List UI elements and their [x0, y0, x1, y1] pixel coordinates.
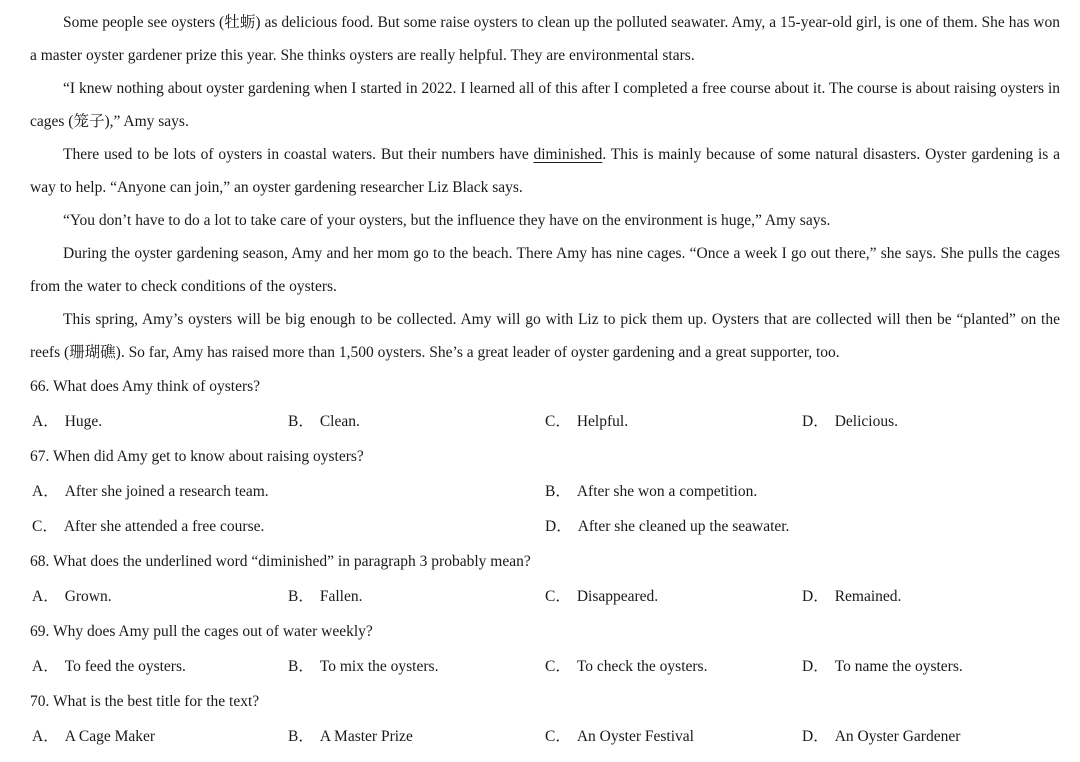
- paragraph-2: “I knew nothing about oyster gardening when I started in 2022. I learned all of this after I completed a free course about it. The course is about raising oysters in cages (笼子),” Amy says.: [30, 80, 1060, 130]
- question-69-option-a[interactable]: [32, 649, 186, 684]
- option-text: A Master Prize: [319, 728, 413, 745]
- option-letter: C．: [32, 518, 58, 535]
- option-text: To check the oysters.: [576, 658, 708, 675]
- paragraph-3: [30, 138, 1060, 204]
- option-text: Huge.: [64, 413, 103, 430]
- option-letter: A．: [32, 413, 59, 430]
- paragraph-1: Some people see oysters (牡蛎) as delicious food. But some raise oysters to clean up the polluted seawater. Amy, a 15-year-old girl, is one of them. She has won a master oyster gardener prize this year. She thinks oysters are really helpful. They are environmental stars.: [30, 14, 1060, 64]
- option-letter: C．: [545, 658, 571, 675]
- question-68-option-a[interactable]: [32, 579, 112, 614]
- paragraph-6: This spring, Amy’s oysters will be big enough to be collected. Amy will go with Liz to pick them up. Oysters that are collected will then be “planted” on the reefs (珊瑚礁). So far, Amy has raised more than 1,500 oysters. She’s a great leader of oyster gardening and a great supporter, too.: [30, 311, 1060, 361]
- question-68-option-c[interactable]: [545, 579, 658, 614]
- question-67-option-c[interactable]: [32, 509, 264, 544]
- question-70-option-a[interactable]: [32, 719, 155, 754]
- paragraph-4: “You don’t have to do a lot to take care of your oysters, but the influence they have on the environment is huge,” Amy says.: [63, 212, 831, 229]
- question-66-option-d[interactable]: [802, 404, 898, 439]
- underlined-word-diminished: diminished: [533, 146, 603, 163]
- option-letter: D．: [802, 413, 829, 430]
- option-letter: B．: [545, 483, 571, 500]
- question-69-stem: 69. Why does Amy pull the cages out of water weekly?: [30, 623, 373, 640]
- option-text: A Cage Maker: [64, 728, 156, 745]
- question-67-option-b[interactable]: [545, 474, 757, 509]
- option-text: Remained.: [834, 588, 902, 605]
- question-67-stem: 67. When did Amy get to know about raising oysters?: [30, 448, 364, 465]
- question-67-option-d[interactable]: [545, 509, 789, 544]
- option-text: Disappeared.: [576, 588, 659, 605]
- option-letter: B．: [288, 413, 314, 430]
- question-69-options: [30, 649, 1060, 684]
- question-67-options-row-1: [30, 474, 1060, 509]
- option-letter: D．: [545, 518, 572, 535]
- question-69-option-c[interactable]: [545, 649, 707, 684]
- question-66-option-a[interactable]: [32, 404, 102, 439]
- option-letter: C．: [545, 413, 571, 430]
- paragraph-3-part-2: . This is mainly because of some natural disasters. Oyster gardening is a way to help. “Anyone can join,” an oyster gardening researcher Liz Black says.: [30, 146, 1061, 196]
- option-letter: C．: [545, 588, 571, 605]
- option-text: An Oyster Festival: [576, 728, 694, 745]
- question-70-option-c[interactable]: [545, 719, 694, 754]
- option-letter: A．: [32, 728, 59, 745]
- question-68-option-b[interactable]: [288, 579, 362, 614]
- question-66-stem: 66. What does Amy think of oysters?: [30, 378, 261, 395]
- option-text: An Oyster Gardener: [834, 728, 961, 745]
- option-letter: A．: [32, 588, 59, 605]
- question-70-option-b[interactable]: [288, 719, 413, 754]
- option-text: After she cleaned up the seawater.: [577, 518, 790, 535]
- option-letter: D．: [802, 588, 829, 605]
- option-text: Helpful.: [576, 413, 629, 430]
- option-text: Clean.: [319, 413, 360, 430]
- question-68-option-d[interactable]: [802, 579, 901, 614]
- option-text: After she won a competition.: [576, 483, 758, 500]
- option-text: To feed the oysters.: [64, 658, 186, 675]
- question-66-option-c[interactable]: [545, 404, 628, 439]
- question-66-options: [30, 404, 1060, 439]
- question-69-option-b[interactable]: [288, 649, 438, 684]
- question-66-option-b[interactable]: [288, 404, 360, 439]
- option-text: Grown.: [64, 588, 112, 605]
- question-67-options-row-2: [30, 509, 1060, 544]
- reading-passage-page: [30, 6, 1060, 754]
- option-text: To mix the oysters.: [319, 658, 439, 675]
- option-letter: D．: [802, 658, 829, 675]
- option-text: After she attended a free course.: [63, 518, 265, 535]
- paragraph-3-part-1: There used to be lots of oysters in coastal waters. But their numbers have: [63, 146, 534, 163]
- question-70-stem: 70. What is the best title for the text?: [30, 693, 260, 710]
- option-letter: A．: [32, 483, 59, 500]
- option-letter: B．: [288, 728, 314, 745]
- option-letter: B．: [288, 658, 314, 675]
- option-text: Fallen.: [319, 588, 363, 605]
- option-text: To name the oysters.: [834, 658, 963, 675]
- option-text: Delicious.: [834, 413, 898, 430]
- question-68-options: [30, 579, 1060, 614]
- question-70-option-d[interactable]: [802, 719, 960, 754]
- option-letter: B．: [288, 588, 314, 605]
- question-69-option-d[interactable]: [802, 649, 963, 684]
- paragraph-5: During the oyster gardening season, Amy and her mom go to the beach. There Amy has nine cages. “Once a week I go out there,” she says. She pulls the cages from the water to check conditions of the oysters.: [30, 245, 1060, 295]
- option-letter: D．: [802, 728, 829, 745]
- option-text: After she joined a research team.: [64, 483, 269, 500]
- option-letter: C．: [545, 728, 571, 745]
- option-letter: A．: [32, 658, 59, 675]
- question-68-stem: 68. What does the underlined word “diminished” in paragraph 3 probably mean?: [30, 553, 531, 570]
- question-70-options: [30, 719, 1060, 754]
- question-67-option-a[interactable]: [32, 474, 269, 509]
